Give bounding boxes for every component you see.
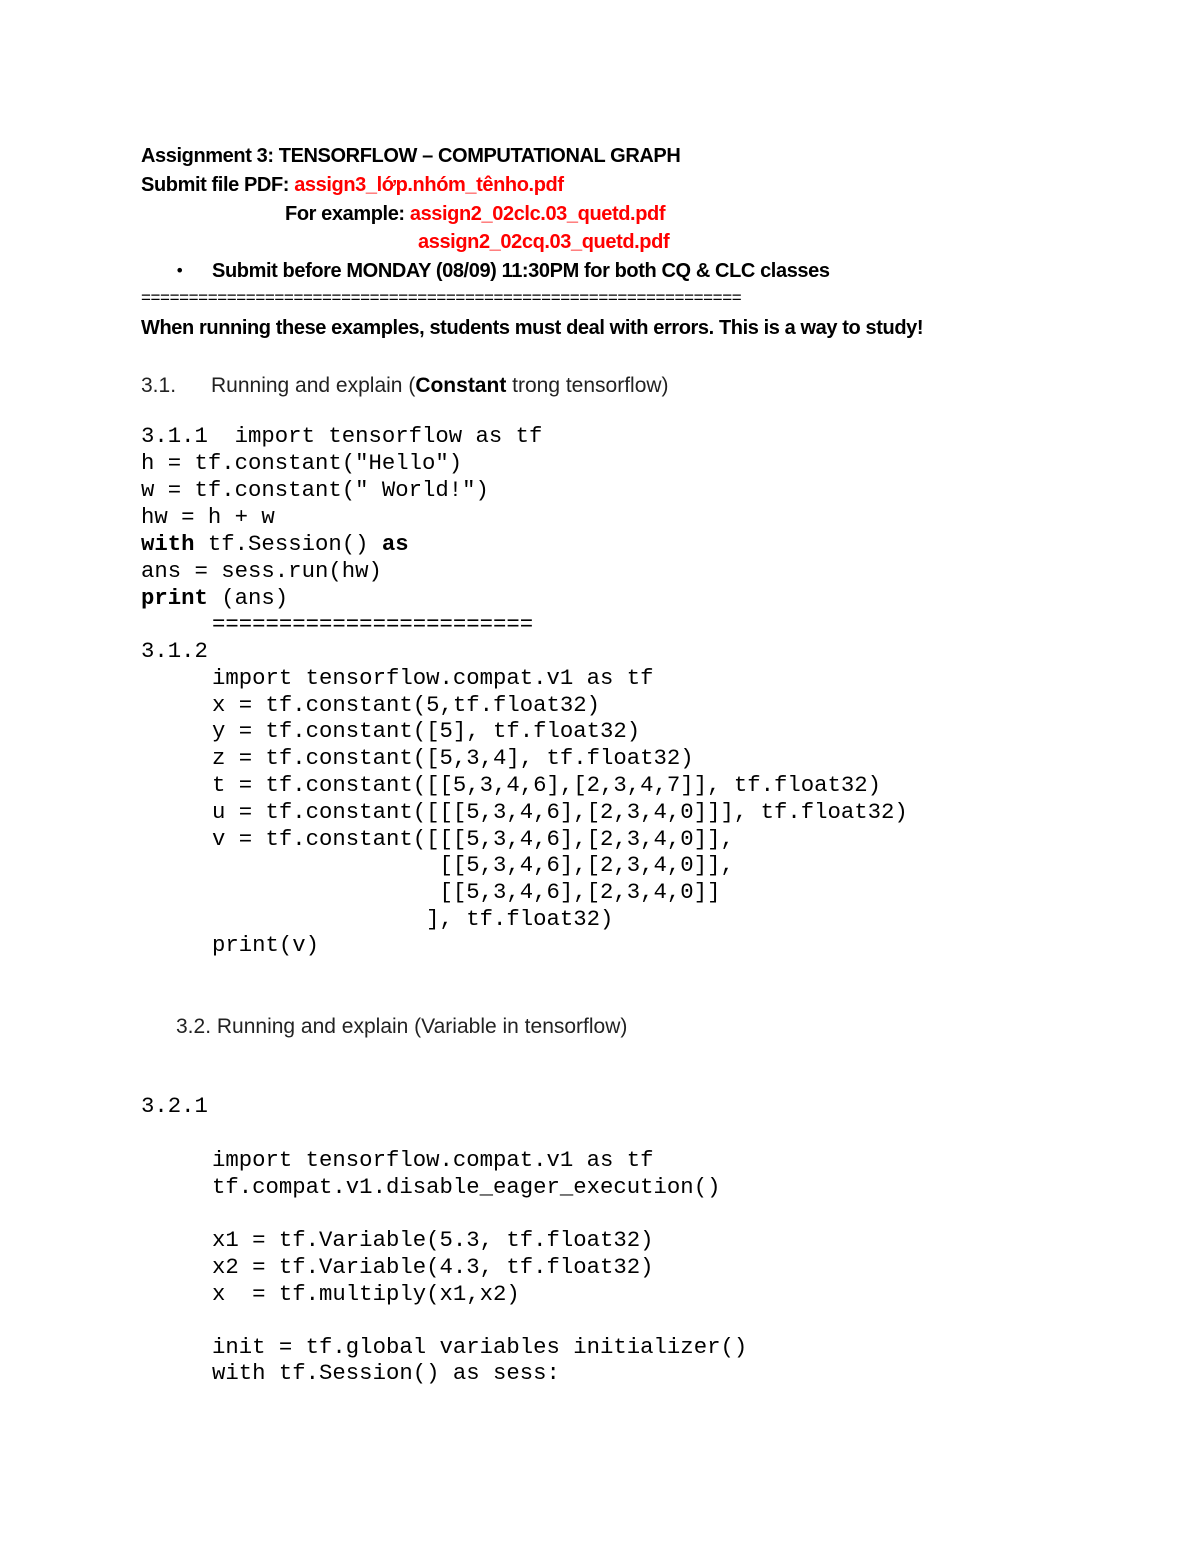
code-3-2-1-line-6: x = tf.multiply(x1,x2) [212,1281,520,1307]
code-3-2-1-line-9: with tf.Session() as sess: [212,1360,560,1386]
keyword-as: as [381,531,409,557]
section-3-1-heading [211,375,669,396]
example-filename-2: assign2_02cq.03_quetd.pdf [418,231,670,253]
code-3-1-2-line-11: print(v) [212,932,320,958]
code-separator: ======================== [212,611,534,637]
section-3-1-number: 3.1. [141,374,177,397]
deadline-text: Submit before MONDAY (08/09) 11:30PM for both CQ & CLC classes [212,260,830,282]
code-3-1-2-line-9: [[5,3,4,6],[2,3,4,0]] [212,879,721,905]
heading-text-bold: Constant [415,374,507,397]
submit-filename: assign3_lớp.nhóm_tênho.pdf [294,174,564,196]
code-3-2-1-line-1: import tensorflow.compat.v1 as tf [212,1147,654,1173]
code-3-2-1-line-4: x1 = tf.Variable(5.3, tf.float32) [212,1227,654,1253]
code-3-2-1-number: 3.2.1 [141,1093,208,1119]
code-3-1-2-line-10: ], tf.float32) [212,906,614,932]
section-3-2-heading: 3.2. Running and explain (Variable in tensorflow) [176,1015,628,1038]
code-3-1-1-line-6: ans = sess.run(hw) [141,558,382,584]
code-3-1-1-line-4: hw = h + w [141,504,275,530]
code-3-1-1-line-5 [141,533,409,555]
example-line-1 [285,204,665,224]
heading-text-after: trong tensorflow) [506,374,669,397]
code-3-1-2-line-5: t = tf.constant([[5,3,4,6],[2,3,4,7]], tf.float32) [212,772,882,798]
submit-label: Submit file PDF: [141,174,295,196]
keyword-print: print [141,585,208,611]
code-3-1-1-line-3: w = tf.constant(" World!") [141,477,489,503]
code-3-1-2-line-1: import tensorflow.compat.v1 as tf [212,665,654,691]
code-3-1-2-line-7: v = tf.constant([[[5,3,4,6],[2,3,4,0]], [212,826,734,852]
code-3-1-1-line-1: 3.1.1 import tensorflow as tf [141,423,543,449]
errors-note: When running these examples, students must deal with errors. This is a way to study! [141,317,924,339]
example-label: For example: [285,203,410,225]
code-3-1-1-line-7 [141,587,288,609]
assignment-title: Assignment 3: TENSORFLOW – COMPUTATIONAL GRAPH [141,145,681,167]
heading-text-before: Running and explain ( [211,374,416,397]
code-3-1-2-line-4: z = tf.constant([5,3,4], tf.float32) [212,745,694,771]
code-3-1-1-line-2: h = tf.constant("Hello") [141,450,463,476]
code-with-body: tf.Session() [194,531,382,557]
code-3-1-2-number: 3.1.2 [141,638,208,664]
code-3-1-2-line-6: u = tf.constant([[[5,3,4,6],[2,3,4,0]]], tf.float32) [212,799,908,825]
code-3-1-2-line-2: x = tf.constant(5,tf.float32) [212,692,601,718]
keyword-with: with [141,531,195,557]
code-print-args: (ans) [207,585,289,611]
code-3-1-2-line-8: [[5,3,4,6],[2,3,4,0]], [212,852,734,878]
code-3-2-1-line-2: tf.compat.v1.disable_eager_execution() [212,1174,721,1200]
submit-line [141,175,564,195]
example-filename-1: assign2_02clc.03_quetd.pdf [409,203,666,225]
header-separator: =============================================================== [141,288,742,307]
code-3-1-2-line-3: y = tf.constant([5], tf.float32) [212,718,641,744]
bullet-icon: • [175,261,185,280]
code-3-2-1-line-5: x2 = tf.Variable(4.3, tf.float32) [212,1254,654,1280]
code-3-2-1-line-8: init = tf.global variables initializer() [212,1334,748,1360]
